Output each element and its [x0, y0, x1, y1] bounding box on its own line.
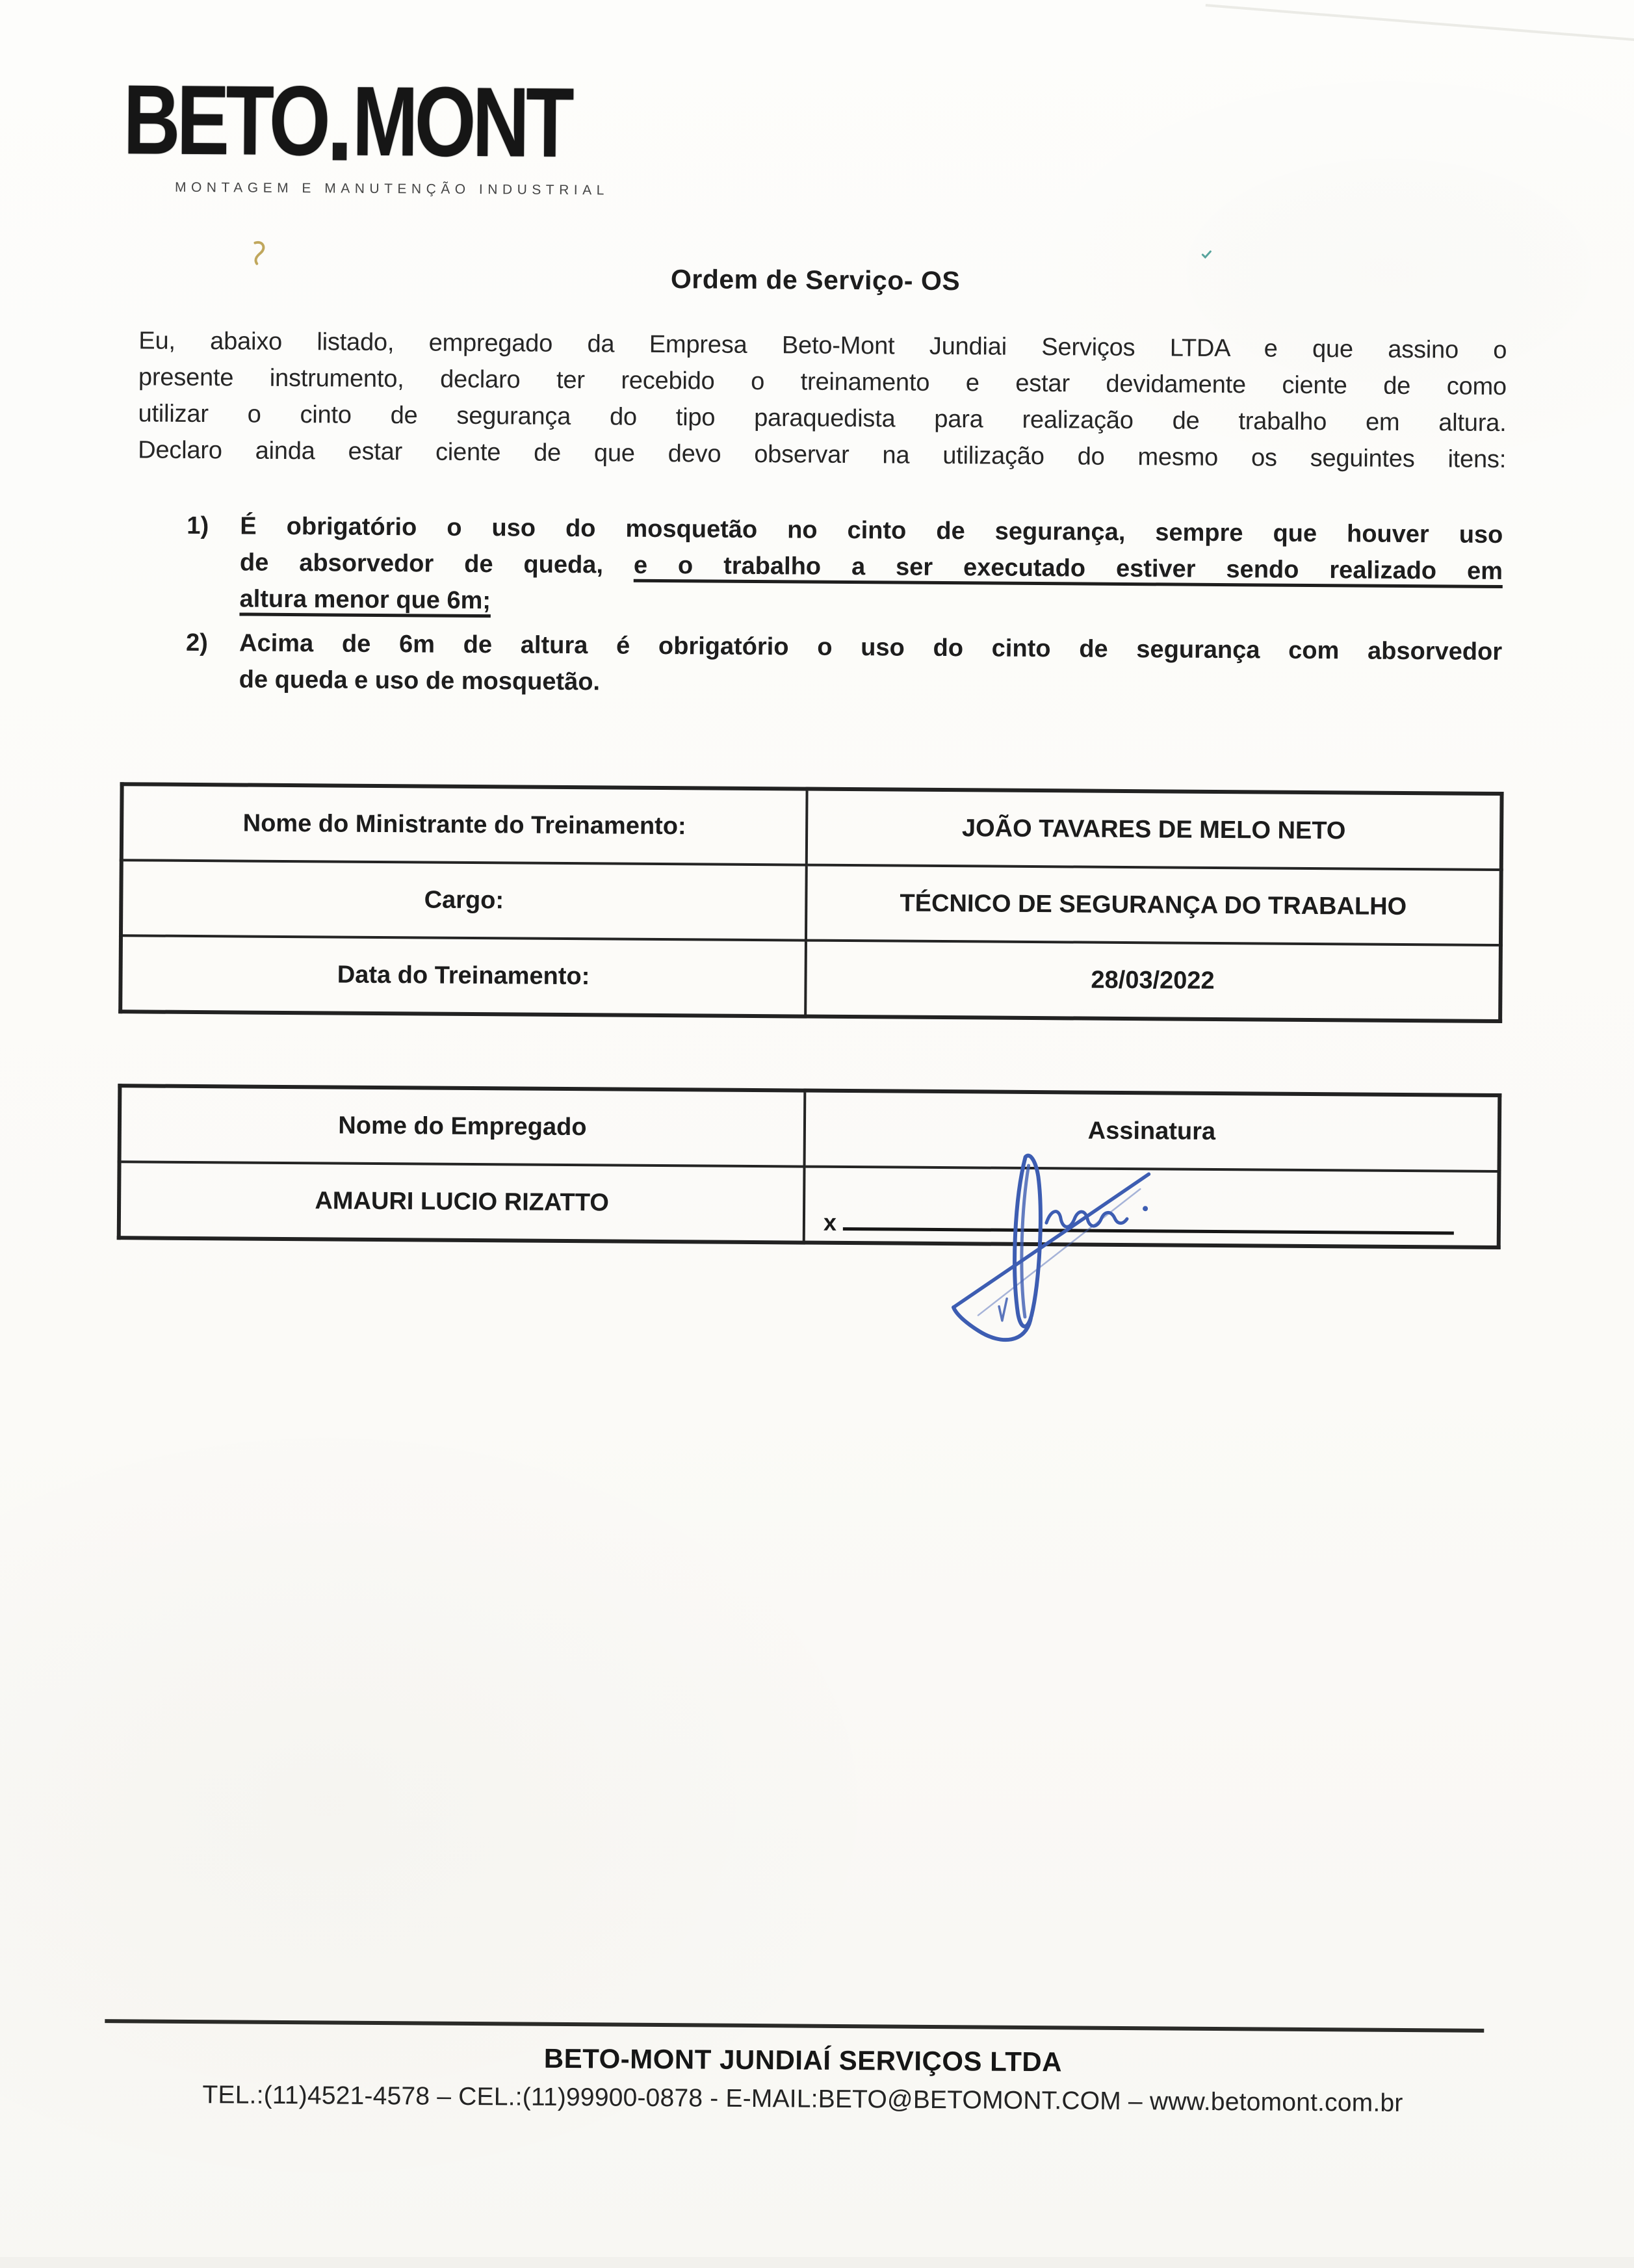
document-body — [110, 0, 1509, 2267]
page-title: Ordem de Serviço- OS — [670, 264, 961, 296]
logo-tagline: MONTAGEM E MANUTENÇÃO INDUSTRIAL — [174, 179, 609, 198]
footer-contact-info: TEL.:(11)4521-4578 – CEL.:(11)99900-0878 - E-MAIL:BETO@BETOMONT.COM – www.betomont.com.br — [202, 2081, 1403, 2118]
underlined-text: altura menor que 6m; — [239, 585, 491, 615]
plain-text: de absorvedor de queda, — [239, 549, 634, 579]
list-line: Acima de 6m de altura é obrigatório o uso do cinto de segurança com absorvedor — [239, 629, 1503, 666]
cell-label: Cargo: — [121, 860, 807, 940]
cell-label: Data do Treinamento: — [120, 935, 806, 1016]
table-row — [120, 935, 1501, 1021]
intro-line: Eu, abaixo listado, empregado da Empresa Beto-Mont Jundiai Serviços LTDA e que assino o — [138, 327, 1507, 365]
cell-value: JOÃO TAVARES DE MELO NETO — [807, 789, 1502, 870]
signature-ink — [916, 1136, 1346, 1360]
list-line: É obrigatório o uso do mosquetão no cinto de segurança, sempre que houver uso — [240, 512, 1503, 549]
underlined-text: e o trabalho a ser executado estiver sendo realizado em — [633, 551, 1503, 586]
intro-line: Declaro ainda estar ciente de que devo observar na utilização do mesmo os seguintes itens: — [138, 436, 1507, 474]
cell-value: TÉCNICO DE SEGURANÇA DO TRABALHO — [806, 865, 1501, 945]
intro-paragraph — [138, 322, 1507, 478]
logo-text-left: BETO — [123, 64, 328, 177]
ordered-list — [185, 508, 1503, 714]
table-row — [122, 784, 1502, 870]
list-item-text — [239, 508, 1503, 626]
list-item-number: 2) — [185, 629, 209, 657]
list-item-2 — [186, 625, 1503, 707]
table-row — [121, 860, 1501, 945]
list-item-number: 1) — [187, 512, 209, 540]
intro-line: utilizar o cinto de segurança do tipo paraquedista para realização de trabalho em altura. — [138, 400, 1507, 437]
header-employee-name: Nome do Empregado — [120, 1086, 805, 1166]
logo-text-right: MONT — [352, 66, 571, 179]
header-signature: Assinatura — [805, 1091, 1500, 1171]
cell-label: Nome do Ministrante do Treinamento: — [122, 784, 807, 865]
list-item-1 — [186, 508, 1503, 626]
list-item-text — [239, 625, 1503, 707]
footer-company-name: BETO-MONT JUNDIAÍ SERVIÇOS LTDA — [543, 2042, 1063, 2078]
intro-line: presente instrumento, declaro ter recebido o treinamento e estar devidamente ciente de como — [138, 363, 1507, 401]
signature-x-label: x — [823, 1208, 837, 1236]
employee-name-cell: AMAURI LUCIO RIZATTO — [119, 1162, 805, 1242]
list-line: de queda e uso de mosquetão. — [239, 666, 601, 696]
training-info-table — [118, 782, 1503, 1023]
cell-value: 28/03/2022 — [805, 941, 1501, 1021]
signature-strokes — [953, 1155, 1149, 1341]
footer-divider — [105, 2019, 1484, 2033]
